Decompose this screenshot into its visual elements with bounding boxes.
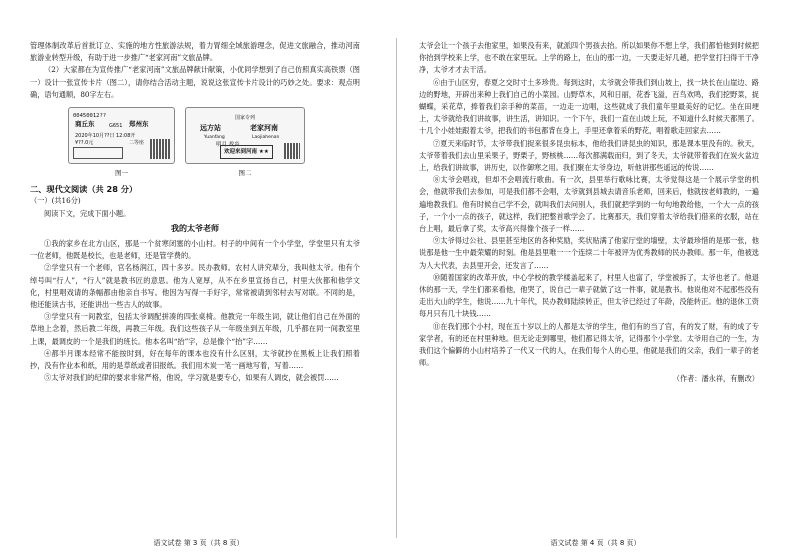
article-para-6: ⑥由于山区穷，春夏之交时寸土多珍贵。每到这时，太爷就会带我们到山坡上，找一块长在山崖边、路边的野地，开辟出来种上我们自己的小菜园。山野草木，风和日丽，花香飞溢，百鸟欢鸣，我们挖野菜，捉蝴蝶，采花草，捧着我们亲手种的菜苗，一边走一边唱，这些就成了我们童年里最美好的记忆。坐在田埂上，太爷就给我们讲故事，讲生活，讲知识。一个下午，我们一直在山坡上玩，不知道什么时候天都黑了。十几个小娃娃跟着太爷，把我们的书包都背在身上，手里还拿着采的野花，唱着歌走回家去…… <box>419 77 759 136</box>
article-para-7: ⑦夏天来临时节，太爷带我们捉来很多昆虫标本，他给我们讲昆虫的知识，那是课本里没有的。秋天，太爷带着我们去山里采果子，野栗子，野核桃……每次都满载而归，到了冬天，太爷就带着我们在炭火盆边上，给我们讲故事，讲历史，以作御寒之用。我们聚在太爷身边，听他讲那些遥远的传说…… <box>419 138 759 173</box>
intro-para-1: 管理体制改革后首批订立、实施的地方性旅游法规，着力胃细全域旅游理念，促进文旅融合，推动河南旅游业转型升级，有助于进一步推广“老家河南”文旅品牌。 <box>30 41 360 63</box>
figure-2-caption: 图二 <box>238 169 252 178</box>
figure-2 <box>185 107 305 179</box>
card-from: 远方站 <box>200 124 221 133</box>
right-column <box>419 40 759 386</box>
figure-1-caption: 图一 <box>115 169 128 178</box>
ticket-price: ¥??.0元 <box>75 140 94 147</box>
left-page-footer: 语文试卷 第 3 页（共 8 页） <box>153 539 244 547</box>
article-para-11: ⑪在我们那个小村，现在五十岁以上的人都是太爷的学生，他们有的当了官，有的发了财，有的成了专家学者，有的还在村里种地。但无论走到哪里，他们都记得太爷，记得那个小学堂。太爷用自己的一生，为我们这个偏僻的小山村培养了一代又一代的人，在我们每个人的心里，他就是我们的父亲，我们一辈子的老师。 <box>419 321 759 368</box>
article-para-9: ⑨太爷得过公社、县里甚至地区的各种奖励，奖状贴满了他家厅堂的墙壁，太爷最珍惜的是那一张，他说那是他一生中最荣耀的时刻。他是县里唯一一个连续二十年被评为优秀教师的民办教师。那一年，他被选为人大代表，去县里开会，还发言了…… <box>419 236 759 270</box>
article-para-8: ⑧太爷会唱戏，但却不会唱流行歌曲。有一次，县里举行歌咏比赛，太爷觉得这是一个展示学堂的机会，他就带我们去参加，可是我们都不会唱，太爷就到县城去请音乐老师，回来后，他就按老师教的，一遍遍地教我们。他有时候自己学不会，就叫我们去问别人，我们就把学到的一句句地教给他，一个大一点的孩子，一个小一点的孩子，就这样，我们把整首歌学会了。比赛那天，我们穿着太爷给我们借来的衣服，站在台上唱，最后拿了奖，太爷高兴得像个孩子一样…… <box>419 175 759 234</box>
card-welcome-box: 欢迎来到河南 ★★ <box>220 145 273 159</box>
section-heading: 二、现代文阅读（共 28 分） <box>30 184 138 195</box>
train-ticket-image <box>68 107 175 164</box>
promo-card-image <box>185 107 305 164</box>
card-to: 老家河南 <box>250 124 278 133</box>
sub-heading: （一）(共16分) <box>30 196 81 206</box>
article-para-5-cont: 太爷会让一个孩子去他家里，如果没有来，就派四个男孩去抬。所以如果你不想上学，我们都怕他到时候把你抬到学校来上学，也不敢在家里玩。上学的路上，在山的那一边，一天要走好几趟，把学堂打扫得干干净净，太爷才才去干活。 <box>419 41 759 75</box>
qr-code-icon <box>284 143 300 159</box>
article-para-1: ①我的家乡在北方山区，那是一个贫寒闭塞的小山村。村子的中间有一个小学堂，学堂里只有太爷一位老师，他既是校长，也是老师，还是管学费的。 <box>30 239 360 261</box>
left-column <box>30 40 360 384</box>
article-para-5: ⑤太爷对我们的纪律的要求非常严格，他说，学习就是要专心，如果有人调皮，就会被罚…… <box>44 373 339 383</box>
right-page-footer: 语文试卷 第 4 页（共 8 页） <box>550 539 641 547</box>
article-para-4: ④都半月课本经常不能按时到，好在每年的课本也没有什么区别，太爷就抄在黑板上让我们照着抄，没有作业本和纸，用的是草纸或者旧报纸。我们用木炭一笔一画地写着，写着…… <box>30 348 360 371</box>
article-para-3: ③学堂只有一间教室，包括太爷调配拼凑的四张桌椅。他教完一年级生词，就让他们自己在外面的草地上念着，然后教二年级，再教三年级。我们这些孩子从一年级坐到五年级，几乎都在同一间教室里上课，最调皮的一个是我们的班长。他本名叫“抬”字，总是像个“抬”字…… <box>30 312 360 346</box>
article-author: （作者：潘永祥，有删改） <box>672 374 759 384</box>
ticket-train: G651 <box>109 123 123 130</box>
ticket-to: 郑州东 <box>129 120 149 129</box>
card-middle-text: 明月 故乡 <box>216 142 240 149</box>
article-para-10: ⑩随着国家的改革开放，中心学校的教学楼盖起来了，村里人也富了，学堂被拆了，太爷也老了。他退休的那一天，学生们都来看他，他哭了，说自己一辈子就做了这一件事，就是教书。他说他对不起那些没有走出大山的学生，他说……九十年代，民办教师陆续转正，但太爷已经过了年龄，没能转正。他的退休工资每月只有几十块钱…… <box>419 272 759 319</box>
figure-1 <box>68 107 175 179</box>
intro-para-2: （2）大家都在为宣传推广“老家河南”文旅品牌献计献策，小优同学想到了自己仿照真实高铁票（图一）设计一张宣传卡片（图二），请你结合活动主题，说说这张宣传卡片设计的巧妙之处。要求：观点明确，语句通顺，80字左右。 <box>30 65 360 99</box>
ticket-id: 00450012?? <box>73 113 107 120</box>
instruction: 阅读下文，完成下面小题。 <box>44 208 131 218</box>
figures-row <box>68 107 360 179</box>
ticket-text-box <box>73 147 123 159</box>
card-from-pinyin: Yuanfang <box>204 135 225 141</box>
article-para-2: ②学堂只有一个老师，官名杨润江，四十多岁。民办教师。农村人讲究辈分，我叫他太爷。他有个绰号叫“行人”，“行人”就是教书匠的意思。他为人宽厚，从不在乡里宣扬自己，村里大伙都和他学文化，村里唱戏请的条幅都由他亲自书写。他因为写得一手好字，常常被请到邻村去写对联。不同的是，他还能读古书，还能讲出一些古人的故事。 <box>30 263 360 310</box>
right-page <box>397 0 794 560</box>
ticket-from: 商丘东 <box>75 120 95 129</box>
article-title: 我的太爷老师 <box>171 223 219 233</box>
qr-code-icon <box>150 139 170 159</box>
card-header: 国家专列 <box>234 115 255 122</box>
ticket-seat: 二等座 <box>129 140 145 147</box>
ticket-date: 2020年10月??日 12:08开 <box>75 133 136 140</box>
card-to-pinyin: Laojiahenan <box>252 135 280 141</box>
